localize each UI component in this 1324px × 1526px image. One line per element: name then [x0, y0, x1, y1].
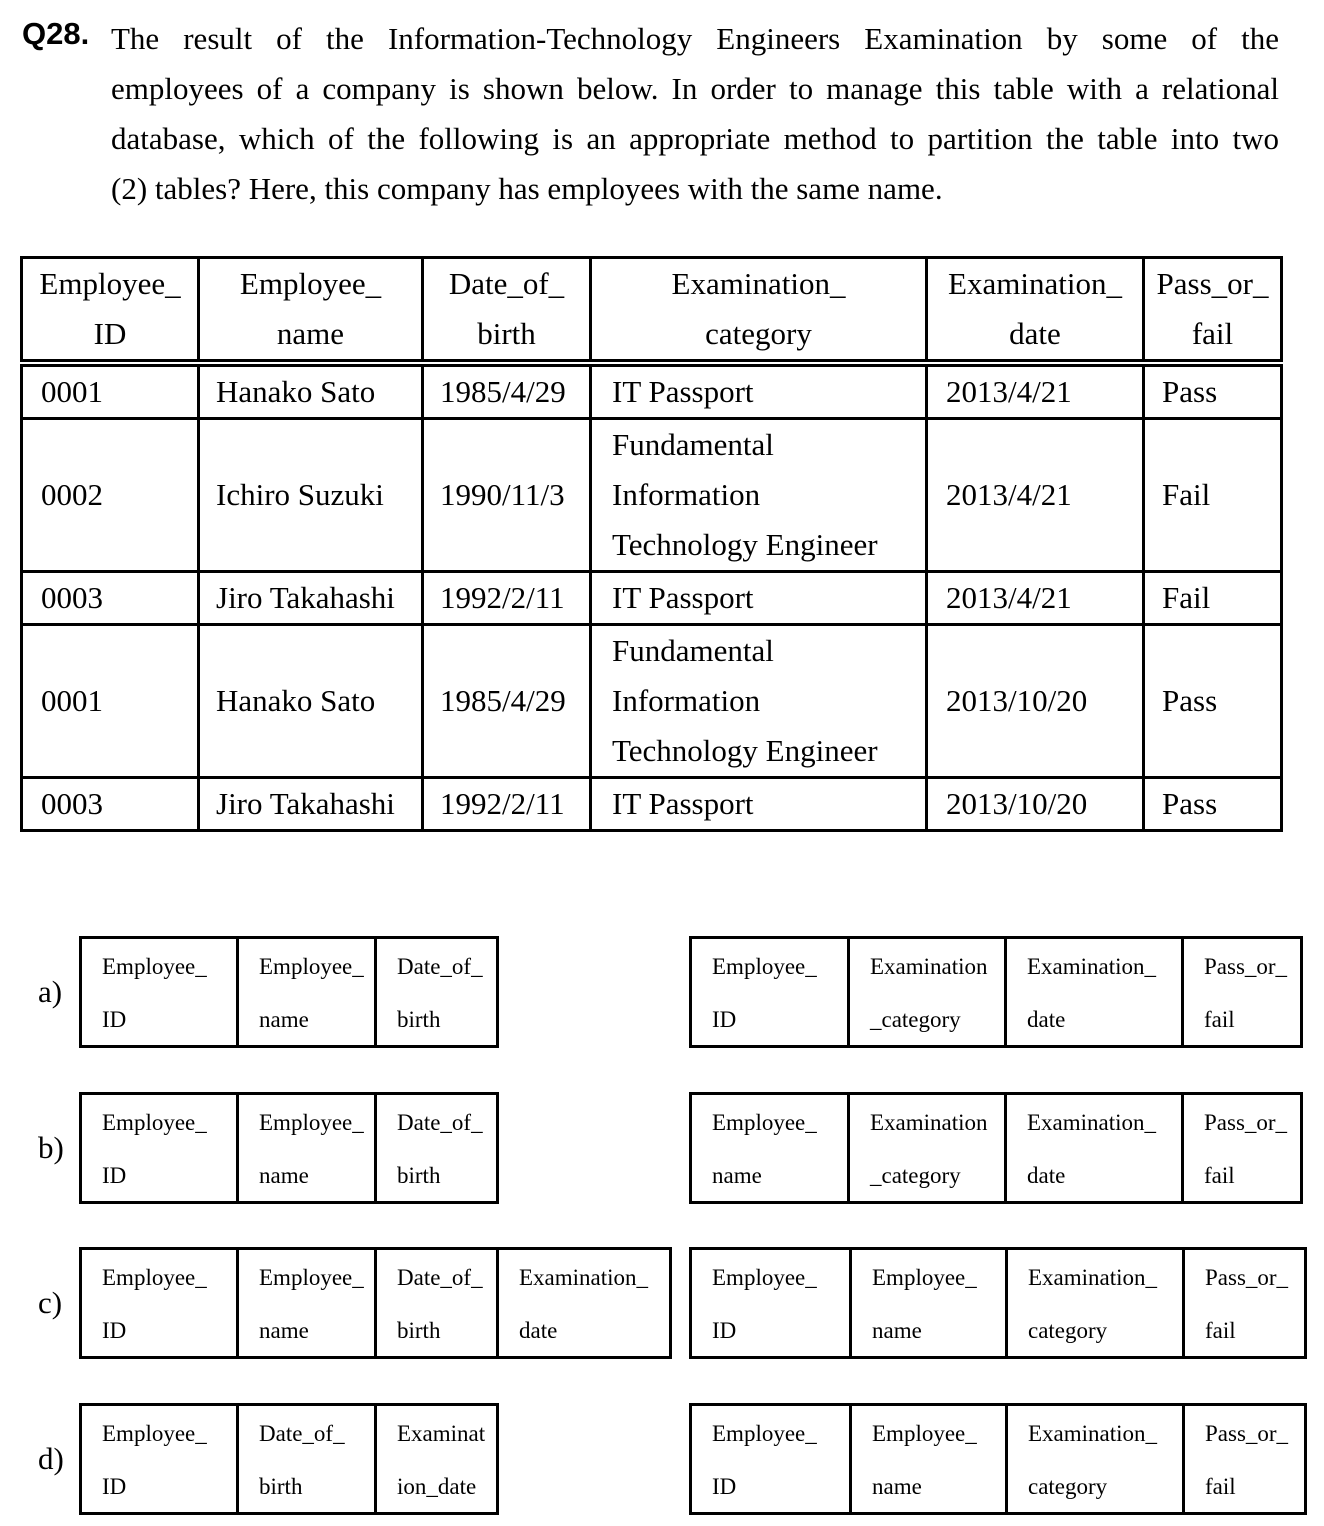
header-examination-category: Examination_ category: [591, 258, 927, 364]
category-line: IT Passport: [612, 786, 754, 821]
header-examination-date: Examination_ date: [927, 258, 1144, 364]
attribute-name-line: birth: [397, 1318, 441, 1343]
examination-category-cell: [591, 419, 927, 572]
header-employee-name: Employee_ name: [199, 258, 423, 364]
exam-results-table: [20, 256, 1283, 832]
attribute-name-line: name: [872, 1318, 922, 1343]
pass-or-fail-cell: Pass: [1144, 625, 1282, 778]
attribute-name-line: Date_of_: [259, 1421, 345, 1446]
employee-id-cell: 0002: [22, 419, 199, 572]
table-header-row: [22, 258, 1282, 364]
employee-name-cell: Jiro Takahashi: [199, 572, 423, 625]
question-text: [111, 14, 1279, 214]
option-right-table: [689, 1403, 1307, 1515]
attribute-name-line: Date_of_: [397, 1265, 483, 1290]
date-of-birth-cell: 1992/2/11: [423, 778, 591, 831]
option-left-table: [79, 1092, 499, 1204]
category-line: IT Passport: [612, 374, 754, 409]
employee-name-cell: Jiro Takahashi: [199, 778, 423, 831]
attribute-name-line: Employee_: [872, 1265, 977, 1290]
pass-or-fail-cell: Fail: [1144, 419, 1282, 572]
attribute-cell: [376, 1094, 498, 1203]
attribute-name-line: ID: [102, 1474, 127, 1499]
date-of-birth-cell: 1992/2/11: [423, 572, 591, 625]
table-row: [22, 778, 1282, 831]
header-employee-id: Employee_ ID: [22, 258, 199, 364]
attribute-name-line: name: [259, 1007, 309, 1032]
option-left-table: [79, 1403, 499, 1515]
attribute-name-line: ID: [102, 1163, 127, 1188]
attribute-name-line: Examinat: [397, 1421, 486, 1446]
attribute-cell: [691, 1094, 849, 1203]
category-line: Information: [612, 477, 761, 512]
attribute-name-line: Examination_: [1028, 1265, 1158, 1290]
question-line: database, which of the following is an appropriate method to partition the table into two: [111, 121, 1279, 156]
option-right-table: [689, 936, 1303, 1048]
attribute-cell: [1007, 1405, 1184, 1514]
attribute-name-line: Examination_: [519, 1265, 649, 1290]
option-label[interactable]: c): [38, 1285, 63, 1320]
question-line: The result of the Information-Technology Engineers Examination by some of the: [111, 21, 1279, 56]
attribute-name-line: category: [1028, 1474, 1108, 1499]
option-label[interactable]: b): [38, 1130, 64, 1165]
attribute-cell: [81, 1094, 238, 1203]
attribute-name-line: Employee_: [102, 954, 207, 979]
attribute-name-line: Date_of_: [397, 954, 483, 979]
attribute-name-line: Employee_: [712, 1110, 817, 1135]
attribute-cell: [376, 1249, 498, 1358]
question-number: Q28.: [22, 16, 90, 51]
option-right-table: [689, 1092, 1303, 1204]
table-row: [22, 363, 1282, 419]
attribute-name-line: Pass_or_: [1205, 1421, 1289, 1446]
attribute-name-line: Examination_: [1027, 954, 1157, 979]
examination-category-cell: [591, 778, 927, 831]
attribute-name-line: ID: [102, 1007, 127, 1032]
examination-category-cell: [591, 625, 927, 778]
examination-date-cell: 2013/4/21: [927, 572, 1144, 625]
employee-id-cell: 0001: [22, 363, 199, 419]
attribute-cell: [1184, 1249, 1306, 1358]
pass-or-fail-cell: Pass: [1144, 778, 1282, 831]
pass-or-fail-cell: Pass: [1144, 363, 1282, 419]
attribute-name-line: Employee_: [872, 1421, 977, 1446]
attribute-name-line: fail: [1205, 1318, 1236, 1343]
employee-name-cell: Ichiro Suzuki: [199, 419, 423, 572]
attribute-cell: [81, 1249, 238, 1358]
employee-id-cell: 0003: [22, 778, 199, 831]
attribute-name-line: Employee_: [102, 1110, 207, 1135]
date-of-birth-cell: 1985/4/29: [423, 625, 591, 778]
attribute-name-line: date: [519, 1318, 558, 1343]
attribute-cell: [238, 1405, 376, 1514]
header-date-of-birth: Date_of_ birth: [423, 258, 591, 364]
attribute-cell: [376, 1405, 498, 1514]
attribute-name-line: _category: [870, 1007, 961, 1032]
attribute-cell: [1184, 1405, 1306, 1514]
attribute-cell: [1006, 1094, 1183, 1203]
question-line: (2) tables? Here, this company has employees with the same name.: [111, 171, 943, 206]
category-line: Fundamental: [612, 633, 774, 668]
attribute-name-line: date: [1027, 1007, 1066, 1032]
table-row: [22, 572, 1282, 625]
employee-id-cell: 0003: [22, 572, 199, 625]
option-label[interactable]: d): [38, 1441, 64, 1476]
attribute-name-line: fail: [1205, 1474, 1236, 1499]
attribute-cell: [498, 1249, 671, 1358]
option-label[interactable]: a): [38, 974, 63, 1009]
option-right-table: [689, 1247, 1307, 1359]
attribute-name-line: _category: [870, 1163, 961, 1188]
header-pass-or-fail: Pass_or_ fail: [1144, 258, 1282, 364]
attribute-name-line: birth: [397, 1007, 441, 1032]
attribute-name-line: Pass_or_: [1204, 1110, 1288, 1135]
examination-date-cell: 2013/4/21: [927, 363, 1144, 419]
employee-name-cell: Hanako Sato: [199, 625, 423, 778]
option-left-table: [79, 1247, 672, 1359]
attribute-name-line: ID: [712, 1318, 737, 1343]
attribute-name-line: Employee_: [259, 1110, 364, 1135]
attribute-name-line: Pass_or_: [1205, 1265, 1289, 1290]
attribute-name-line: Examination: [870, 1110, 988, 1135]
attribute-cell: [691, 938, 849, 1047]
attribute-name-line: Employee_: [259, 954, 364, 979]
attribute-name-line: name: [259, 1318, 309, 1343]
attribute-name-line: Employee_: [712, 1265, 817, 1290]
attribute-cell: [238, 1094, 376, 1203]
attribute-name-line: ID: [102, 1318, 127, 1343]
attribute-cell: [1006, 938, 1183, 1047]
attribute-name-line: Employee_: [259, 1265, 364, 1290]
attribute-name-line: Examination: [870, 954, 988, 979]
attribute-name-line: Employee_: [712, 1421, 817, 1446]
attribute-name-line: Examination_: [1027, 1110, 1157, 1135]
employee-id-cell: 0001: [22, 625, 199, 778]
attribute-name-line: date: [1027, 1163, 1066, 1188]
attribute-name-line: ID: [712, 1007, 737, 1032]
attribute-cell: [376, 938, 498, 1047]
attribute-cell: [238, 1249, 376, 1358]
attribute-cell: [691, 1249, 851, 1358]
attribute-name-line: Employee_: [102, 1421, 207, 1446]
attribute-name-line: fail: [1204, 1163, 1235, 1188]
attribute-name-line: category: [1028, 1318, 1108, 1343]
table-row: [22, 419, 1282, 572]
date-of-birth-cell: 1985/4/29: [423, 363, 591, 419]
attribute-cell: [851, 1249, 1007, 1358]
examination-date-cell: 2013/10/20: [927, 625, 1144, 778]
pass-or-fail-cell: Fail: [1144, 572, 1282, 625]
attribute-name-line: name: [872, 1474, 922, 1499]
attribute-cell: [1183, 1094, 1302, 1203]
attribute-name-line: Date_of_: [397, 1110, 483, 1135]
category-line: Technology Engineer: [612, 527, 878, 562]
attribute-cell: [849, 1094, 1006, 1203]
attribute-cell: [849, 938, 1006, 1047]
attribute-name-line: name: [712, 1163, 762, 1188]
attribute-cell: [81, 938, 238, 1047]
category-line: IT Passport: [612, 580, 754, 615]
attribute-name-line: birth: [397, 1163, 441, 1188]
attribute-cell: [691, 1405, 851, 1514]
attribute-cell: [1007, 1249, 1184, 1358]
examination-category-cell: [591, 363, 927, 419]
date-of-birth-cell: 1990/11/3: [423, 419, 591, 572]
table-row: [22, 625, 1282, 778]
attribute-cell: [851, 1405, 1007, 1514]
attribute-cell: [1183, 938, 1302, 1047]
category-line: Information: [612, 683, 761, 718]
examination-category-cell: [591, 572, 927, 625]
attribute-name-line: birth: [259, 1474, 303, 1499]
employee-name-cell: Hanako Sato: [199, 363, 423, 419]
attribute-name-line: fail: [1204, 1007, 1235, 1032]
attribute-name-line: Employee_: [712, 954, 817, 979]
examination-date-cell: 2013/4/21: [927, 419, 1144, 572]
attribute-name-line: ID: [712, 1474, 737, 1499]
attribute-name-line: name: [259, 1163, 309, 1188]
examination-date-cell: 2013/10/20: [927, 778, 1144, 831]
category-line: Technology Engineer: [612, 733, 878, 768]
option-left-table: [79, 936, 499, 1048]
attribute-cell: [81, 1405, 238, 1514]
attribute-name-line: ion_date: [397, 1474, 477, 1499]
question-line: employees of a company is shown below. In order to manage this table with a relational: [111, 71, 1279, 106]
attribute-name-line: Employee_: [102, 1265, 207, 1290]
category-line: Fundamental: [612, 427, 774, 462]
attribute-name-line: Examination_: [1028, 1421, 1158, 1446]
attribute-name-line: Pass_or_: [1204, 954, 1288, 979]
attribute-cell: [238, 938, 376, 1047]
